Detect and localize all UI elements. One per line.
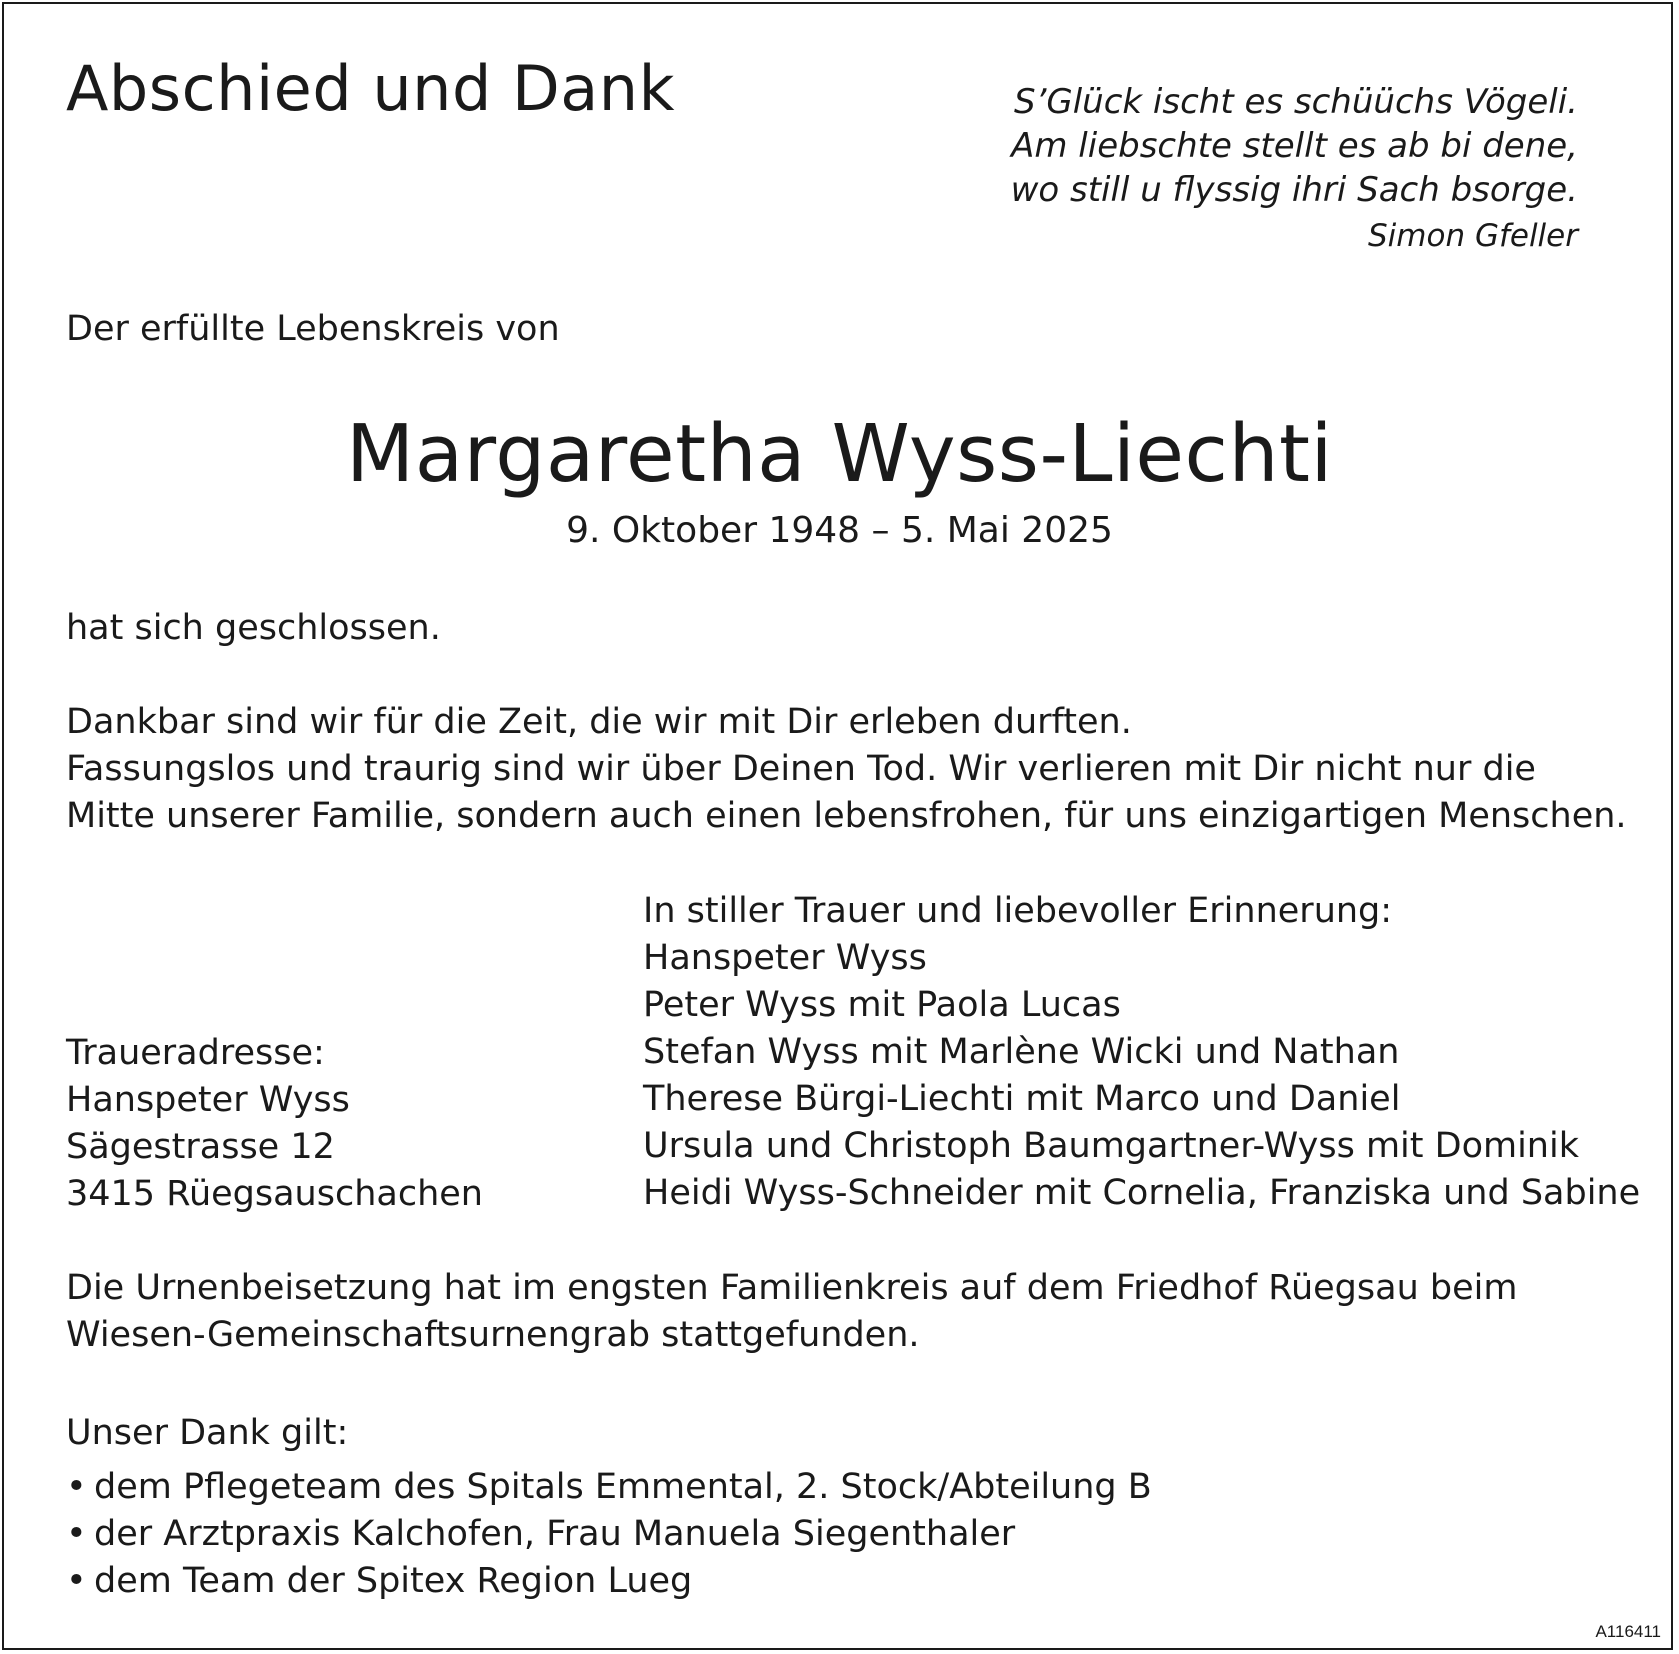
bullet-icon: • — [66, 1561, 87, 1601]
mourning-address — [66, 1030, 483, 1218]
reference-code: A116411 — [1595, 1622, 1661, 1641]
bullet-icon: • — [66, 1467, 87, 1507]
thanks-list — [66, 1464, 1152, 1605]
mourner-name: Stefan Wyss mit Marlène Wicki und Nathan — [643, 1032, 1400, 1072]
deceased-name: Margaretha Wyss-Liechti — [346, 408, 1333, 500]
thanks-title: Unser Dank gilt: — [66, 1413, 349, 1453]
burial-line: Wiesen-Gemeinschaftsurnengrab stattgefunden. — [66, 1315, 920, 1355]
message-line: Dankbar sind wir für die Zeit, die wir mit Dir erleben durften. — [66, 702, 1132, 742]
list-item — [66, 1464, 1152, 1511]
list-item — [66, 1511, 1152, 1558]
life-dates: 9. Oktober 1948 – 5. Mai 2025 — [566, 510, 1113, 551]
mourner-name: Therese Bürgi-Liechti mit Marco und Daniel — [643, 1079, 1401, 1119]
mourners-intro: In stiller Trauer und liebevoller Erinnerung: — [643, 891, 1393, 931]
thanks-item: der Arztpraxis Kalchofen, Frau Manuela Siegenthaler — [94, 1514, 1016, 1554]
list-item — [66, 1558, 1152, 1605]
burial-paragraph — [66, 1265, 1517, 1359]
intro-text: Der erfüllte Lebenskreis von — [66, 309, 560, 349]
message-line: Fassungslos und traurig sind wir über Deinen Tod. Wir verlieren mit Dir nicht nur die — [66, 749, 1536, 789]
quote-line: S’Glück ischt es schüüchs Vögeli. — [1014, 82, 1578, 122]
message-paragraph — [66, 699, 1627, 840]
address-label: Traueradresse: — [66, 1033, 325, 1073]
address-name: Hanspeter Wyss — [66, 1080, 350, 1120]
message-line: Mitte unserer Familie, sondern auch einen lebensfrohen, für uns einzigartigen Menschen. — [66, 796, 1627, 836]
address-street: Sägestrasse 12 — [66, 1127, 335, 1167]
mourner-name: Hanspeter Wyss — [643, 938, 927, 978]
bullet-icon: • — [66, 1514, 87, 1554]
mourner-name: Peter Wyss mit Paola Lucas — [643, 985, 1121, 1025]
thanks-item: dem Pflegeteam des Spitals Emmental, 2. Stock/Abteilung B — [94, 1467, 1152, 1507]
closing-text: hat sich geschlossen. — [66, 608, 441, 648]
burial-line: Die Urnenbeisetzung hat im engsten Familienkreis auf dem Friedhof Rüegsau beim — [66, 1268, 1518, 1308]
thanks-item: dem Team der Spitex Region Lueg — [94, 1561, 693, 1601]
poem-quote — [958, 80, 1578, 212]
notice-heading: Abschied und Dank — [66, 52, 675, 125]
quote-line: Am liebschte stellt es ab bi dene, — [1011, 126, 1578, 166]
mourner-name: Heidi Wyss-Schneider mit Cornelia, Franziska und Sabine — [643, 1173, 1641, 1213]
quote-author: Simon Gfeller — [1367, 218, 1578, 254]
mourner-name: Ursula und Christoph Baumgartner-Wyss mit Dominik — [643, 1126, 1579, 1166]
address-city: 3415 Rüegsauschachen — [66, 1174, 483, 1214]
quote-line: wo still u flyssig ihri Sach bsorge. — [1010, 170, 1578, 210]
mourners-list — [643, 888, 1640, 1217]
